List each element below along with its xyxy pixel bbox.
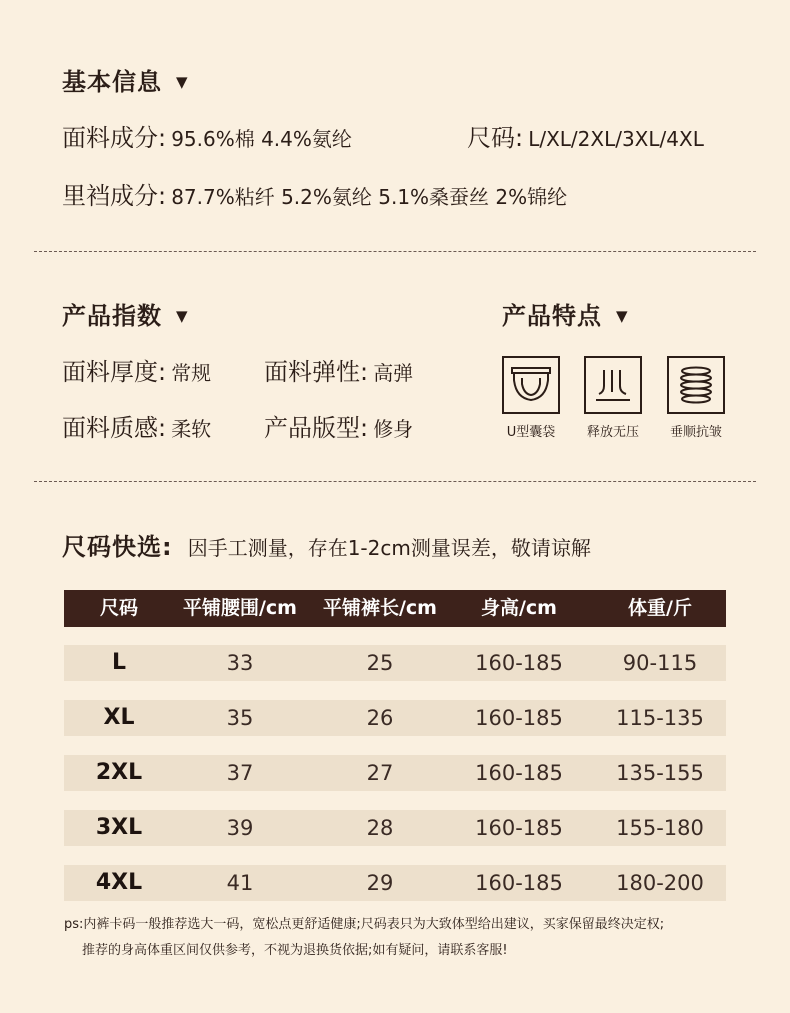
cell-weight: 135-155 (616, 761, 704, 785)
texture-label: 面料质感: (62, 414, 167, 442)
size-select-note: 因手工测量，存在1-2cm测量误差，敬请谅解 (187, 536, 591, 560)
table-row (64, 755, 726, 791)
divider (34, 481, 756, 482)
elasticity-value: 高弹 (373, 361, 414, 385)
size-range (467, 118, 704, 153)
cell-weight: 90-115 (622, 651, 698, 675)
fabric-texture (62, 408, 211, 443)
size-value: L/XL/2XL/3XL/4XL (528, 127, 704, 151)
cell-waist: 37 (226, 761, 254, 785)
cell-weight: 155-180 (616, 816, 704, 840)
size-select-title: 尺码快选: (62, 533, 173, 561)
cell-height: 160-185 (475, 761, 563, 785)
thickness-label: 面料厚度: (62, 358, 167, 386)
product-index-title (62, 296, 189, 331)
cell-waist: 39 (226, 816, 254, 840)
crotch-label: 里裆成分: (62, 182, 167, 210)
cell-waist: 33 (226, 651, 254, 675)
cell-height: 160-185 (475, 871, 563, 895)
fabric-value: 95.6%棉 4.4%氨纶 (171, 127, 352, 151)
feature-label-release: 释放无压 (586, 425, 639, 440)
fabric-thickness (62, 352, 211, 387)
cell-size: 3XL (95, 815, 143, 840)
elasticity-label: 面料弹性: (264, 358, 369, 386)
divider (34, 251, 756, 252)
crotch-value: 87.7%粘纤 5.2%氨纶 5.1%桑蚕丝 2%锦纶 (171, 185, 568, 209)
basic-info-title (62, 62, 189, 97)
cell-weight: 180-200 (616, 871, 704, 895)
cell-height: 160-185 (475, 706, 563, 730)
cell-length: 29 (366, 871, 394, 895)
triangle-down-icon: ▼ (616, 307, 629, 325)
feature-label-anti-wrinkle: 垂顺抗皱 (669, 425, 722, 440)
fabric-elasticity (264, 352, 413, 387)
texture-value: 柔软 (171, 417, 212, 441)
cell-size: L (111, 650, 127, 675)
feature-label-u-pouch: U型囊袋 (506, 425, 556, 440)
cell-size: 2XL (95, 760, 143, 785)
product-features-title (502, 296, 629, 331)
table-row (64, 700, 726, 736)
basic-info-title-text: 基本信息 (62, 68, 162, 96)
header-size: 尺码 (99, 597, 138, 619)
triangle-down-icon: ▼ (176, 73, 189, 91)
header-weight: 体重/斤 (628, 597, 692, 619)
triangle-down-icon: ▼ (176, 307, 189, 325)
cell-waist: 41 (226, 871, 254, 895)
size-label: 尺码: (467, 124, 524, 152)
product-features-title-text: 产品特点 (502, 302, 602, 330)
u-pouch-icon (502, 356, 560, 414)
size-table-header (64, 590, 726, 627)
release-pressure-icon (584, 356, 642, 414)
fit-value: 修身 (373, 417, 414, 441)
fit-label: 产品版型: (264, 414, 369, 442)
cell-height: 160-185 (475, 651, 563, 675)
table-row (64, 810, 726, 846)
crotch-composition (62, 176, 567, 211)
fabric-composition (62, 118, 352, 153)
fabric-label: 面料成分: (62, 124, 167, 152)
header-height: 身高/cm (480, 597, 557, 619)
table-row (64, 645, 726, 681)
cell-weight: 115-135 (616, 706, 704, 730)
product-index-title-text: 产品指数 (62, 302, 162, 330)
cell-length: 26 (366, 706, 394, 730)
cell-length: 28 (366, 816, 394, 840)
anti-wrinkle-coil-icon (667, 356, 725, 414)
thickness-value: 常规 (171, 361, 212, 385)
header-length: 平铺裤长/cm (322, 597, 437, 619)
cell-length: 25 (366, 651, 394, 675)
footnote-line-1: ps:内裤卡码一般推荐选大一码，宽松点更舒适健康;尺码表只为大致体型给出建议，买家保留最终决定权; (64, 917, 665, 932)
footnote-line-2: 推荐的身高体重区间仅供参考，不视为退换货依据;如有疑问，请联系客服! (82, 943, 508, 958)
header-waist: 平铺腰围/cm (182, 597, 297, 619)
size-select-heading (62, 527, 591, 562)
table-row (64, 865, 726, 901)
product-fit (264, 408, 413, 443)
cell-length: 27 (366, 761, 394, 785)
cell-size: 4XL (95, 870, 143, 895)
cell-height: 160-185 (475, 816, 563, 840)
cell-size: XL (103, 705, 135, 730)
cell-waist: 35 (226, 706, 254, 730)
